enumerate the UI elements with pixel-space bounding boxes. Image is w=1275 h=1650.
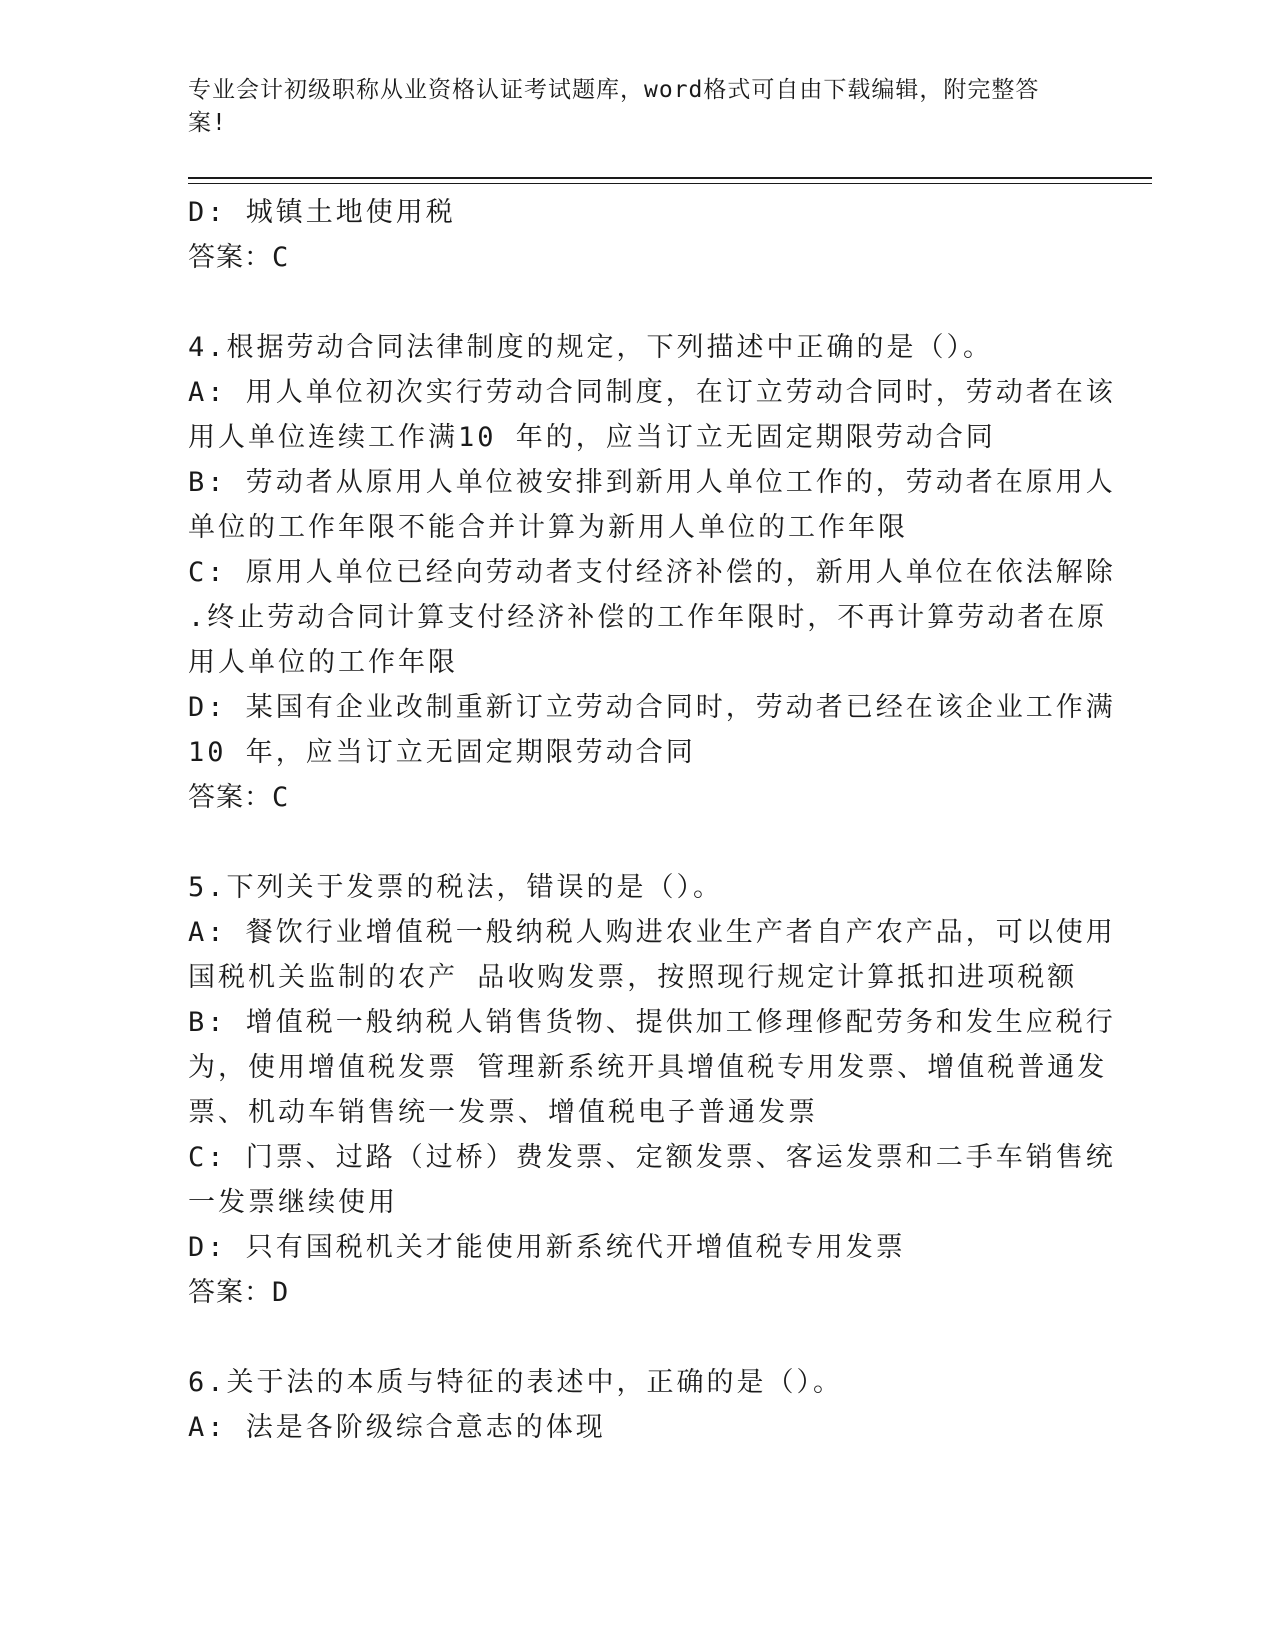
header-note: [188, 74, 1068, 140]
answer-label: 答案：: [188, 1277, 272, 1308]
answer-value: C: [272, 242, 290, 273]
question-stem: 4.根据劳动合同法律制度的规定，下列描述中正确的是（）。: [188, 332, 994, 363]
option-b-line: B: 增值税一般纳税人销售货物、提供加工修理修配劳务和发生应税行: [188, 1007, 1116, 1038]
spacer: [188, 280, 1088, 325]
option-d: D: 城镇土地使用税: [188, 197, 456, 228]
question-stem: 6.关于法的本质与特征的表述中，正确的是（）。: [188, 1367, 844, 1398]
option-d-line: D: 某国有企业改制重新订立劳动合同时，劳动者已经在该企业工作满: [188, 692, 1116, 723]
spacer: [188, 1315, 1088, 1360]
answer-line: [188, 775, 1088, 820]
option-c-line: 一发票继续使用: [188, 1187, 398, 1218]
option-c-line: 用人单位的工作年限: [188, 647, 458, 678]
option-b-line: B: 劳动者从原用人单位被安排到新用人单位工作的，劳动者在原用人: [188, 467, 1116, 498]
option-b-line: 单位的工作年限不能合并计算为新用人单位的工作年限: [188, 512, 908, 543]
option-c-line: .终止劳动合同计算支付经济补偿的工作年限时，不再计算劳动者在原: [188, 602, 1108, 633]
header-divider-thin: [188, 183, 1152, 184]
option-b-line: 票、机动车销售统一发票、增值税电子普通发票: [188, 1097, 818, 1128]
spacer: [188, 820, 1088, 865]
option-a-line: A: 法是各阶级综合意志的体现: [188, 1412, 606, 1443]
answer-value: C: [272, 782, 290, 813]
answer-line: [188, 235, 1088, 280]
option-d-line: 10 年，应当订立无固定期限劳动合同: [188, 737, 696, 768]
option-a-line: A: 餐饮行业增值税一般纳税人购进农业生产者自产农产品，可以使用: [188, 917, 1116, 948]
option-a-line: 国税机关监制的农产 品收购发票，按照现行规定计算抵扣进项税额: [188, 962, 1078, 993]
header-divider: [188, 177, 1152, 179]
option-a-line: 用人单位连续工作满10 年的，应当订立无固定期限劳动合同: [188, 422, 996, 453]
header-note-line: 案!: [188, 110, 227, 136]
header-note-line: 专业会计初级职称从业资格认证考试题库，word格式可自由下载编辑，附完整答: [188, 77, 1040, 103]
answer-line: [188, 1270, 1088, 1315]
option-c-line: C: 原用人单位已经向劳动者支付经济补偿的，新用人单位在依法解除: [188, 557, 1116, 588]
question-stem: 5.下列关于发票的税法，错误的是（）。: [188, 872, 724, 903]
question-content: [188, 190, 1116, 1450]
answer-label: 答案：: [188, 782, 272, 813]
answer-value: D: [272, 1277, 290, 1308]
option-a-line: A: 用人单位初次实行劳动合同制度，在订立劳动合同时，劳动者在该: [188, 377, 1116, 408]
option-d-line: D: 只有国税机关才能使用新系统代开增值税专用发票: [188, 1232, 906, 1263]
option-c-line: C: 门票、过路（过桥）费发票、定额发票、客运发票和二手车销售统: [188, 1142, 1116, 1173]
option-b-line: 为，使用增值税发票 管理新系统开具增值税专用发票、增值税普通发: [188, 1052, 1108, 1083]
answer-label: 答案：: [188, 242, 272, 273]
